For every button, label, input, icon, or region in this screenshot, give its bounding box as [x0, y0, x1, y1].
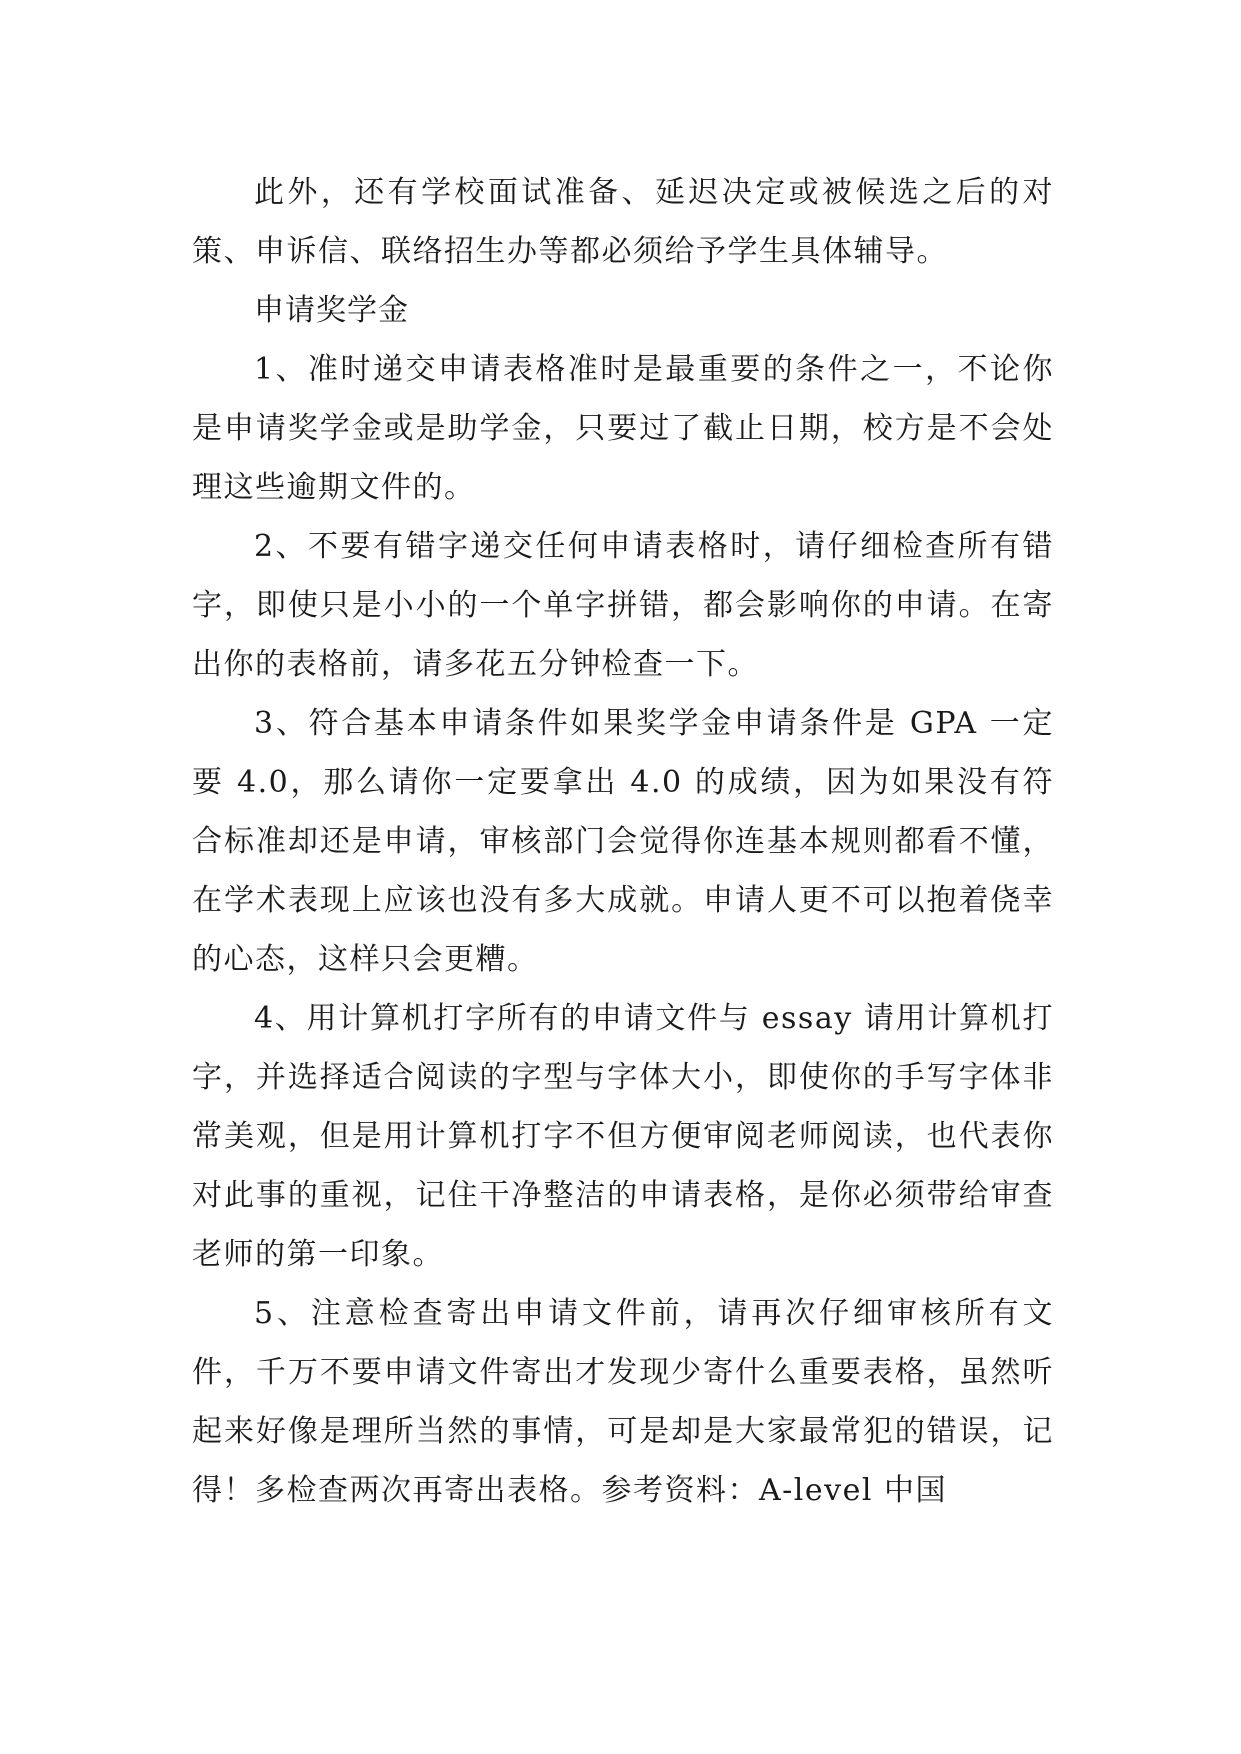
- list-item-5: 5、注意检查寄出申请文件前，请再次仔细审核所有文件，千万不要申请文件寄出才发现少寄什么重要表格，虽然听起来好像是理所当然的事情，可是却是大家最常犯的错误，记得！多检查两次再寄出表格。参考资料：A-level 中国: [192, 1296, 1054, 1508]
- section-heading: 申请奖学金: [254, 293, 409, 328]
- list-item-4: 4、用计算机打字所有的申请文件与 essay 请用计算机打字，并选择适合阅读的字型与字体大小，即使你的手写字体非常美观，但是用计算机打字不但方便审阅老师阅读，也代表你对此事的重视，记住干净整洁的申请表格，是你必须带给审查老师的第一印象。: [192, 1001, 1054, 1272]
- list-item-3: 3、符合基本申请条件如果奖学金申请条件是 GPA 一定要 4.0，那么请你一定要拿出 4.0 的成绩，因为如果没有符合标准却还是申请，审核部门会觉得你连基本规则都看不懂，在学术表现上应该也没有多大成就。申请人更不可以抱着侥幸的心态，这样只会更糟。: [192, 706, 1054, 977]
- list-item-2: 2、不要有错字递交任何申请表格时，请仔细检查所有错字，即使只是小小的一个单字拼错，都会影响你的申请。在寄出你的表格前，请多花五分钟检查一下。: [192, 529, 1054, 682]
- document-body: [192, 163, 1054, 1520]
- intro-paragraph: 此外，还有学校面试准备、延迟决定或被候选之后的对策、申诉信、联络招生办等都必须给予学生具体辅导。: [192, 175, 1054, 269]
- list-item-1: 1、准时递交申请表格准时是最重要的条件之一，不论你是申请奖学金或是助学金，只要过了截止日期，校方是不会处理这些逾期文件的。: [192, 352, 1054, 505]
